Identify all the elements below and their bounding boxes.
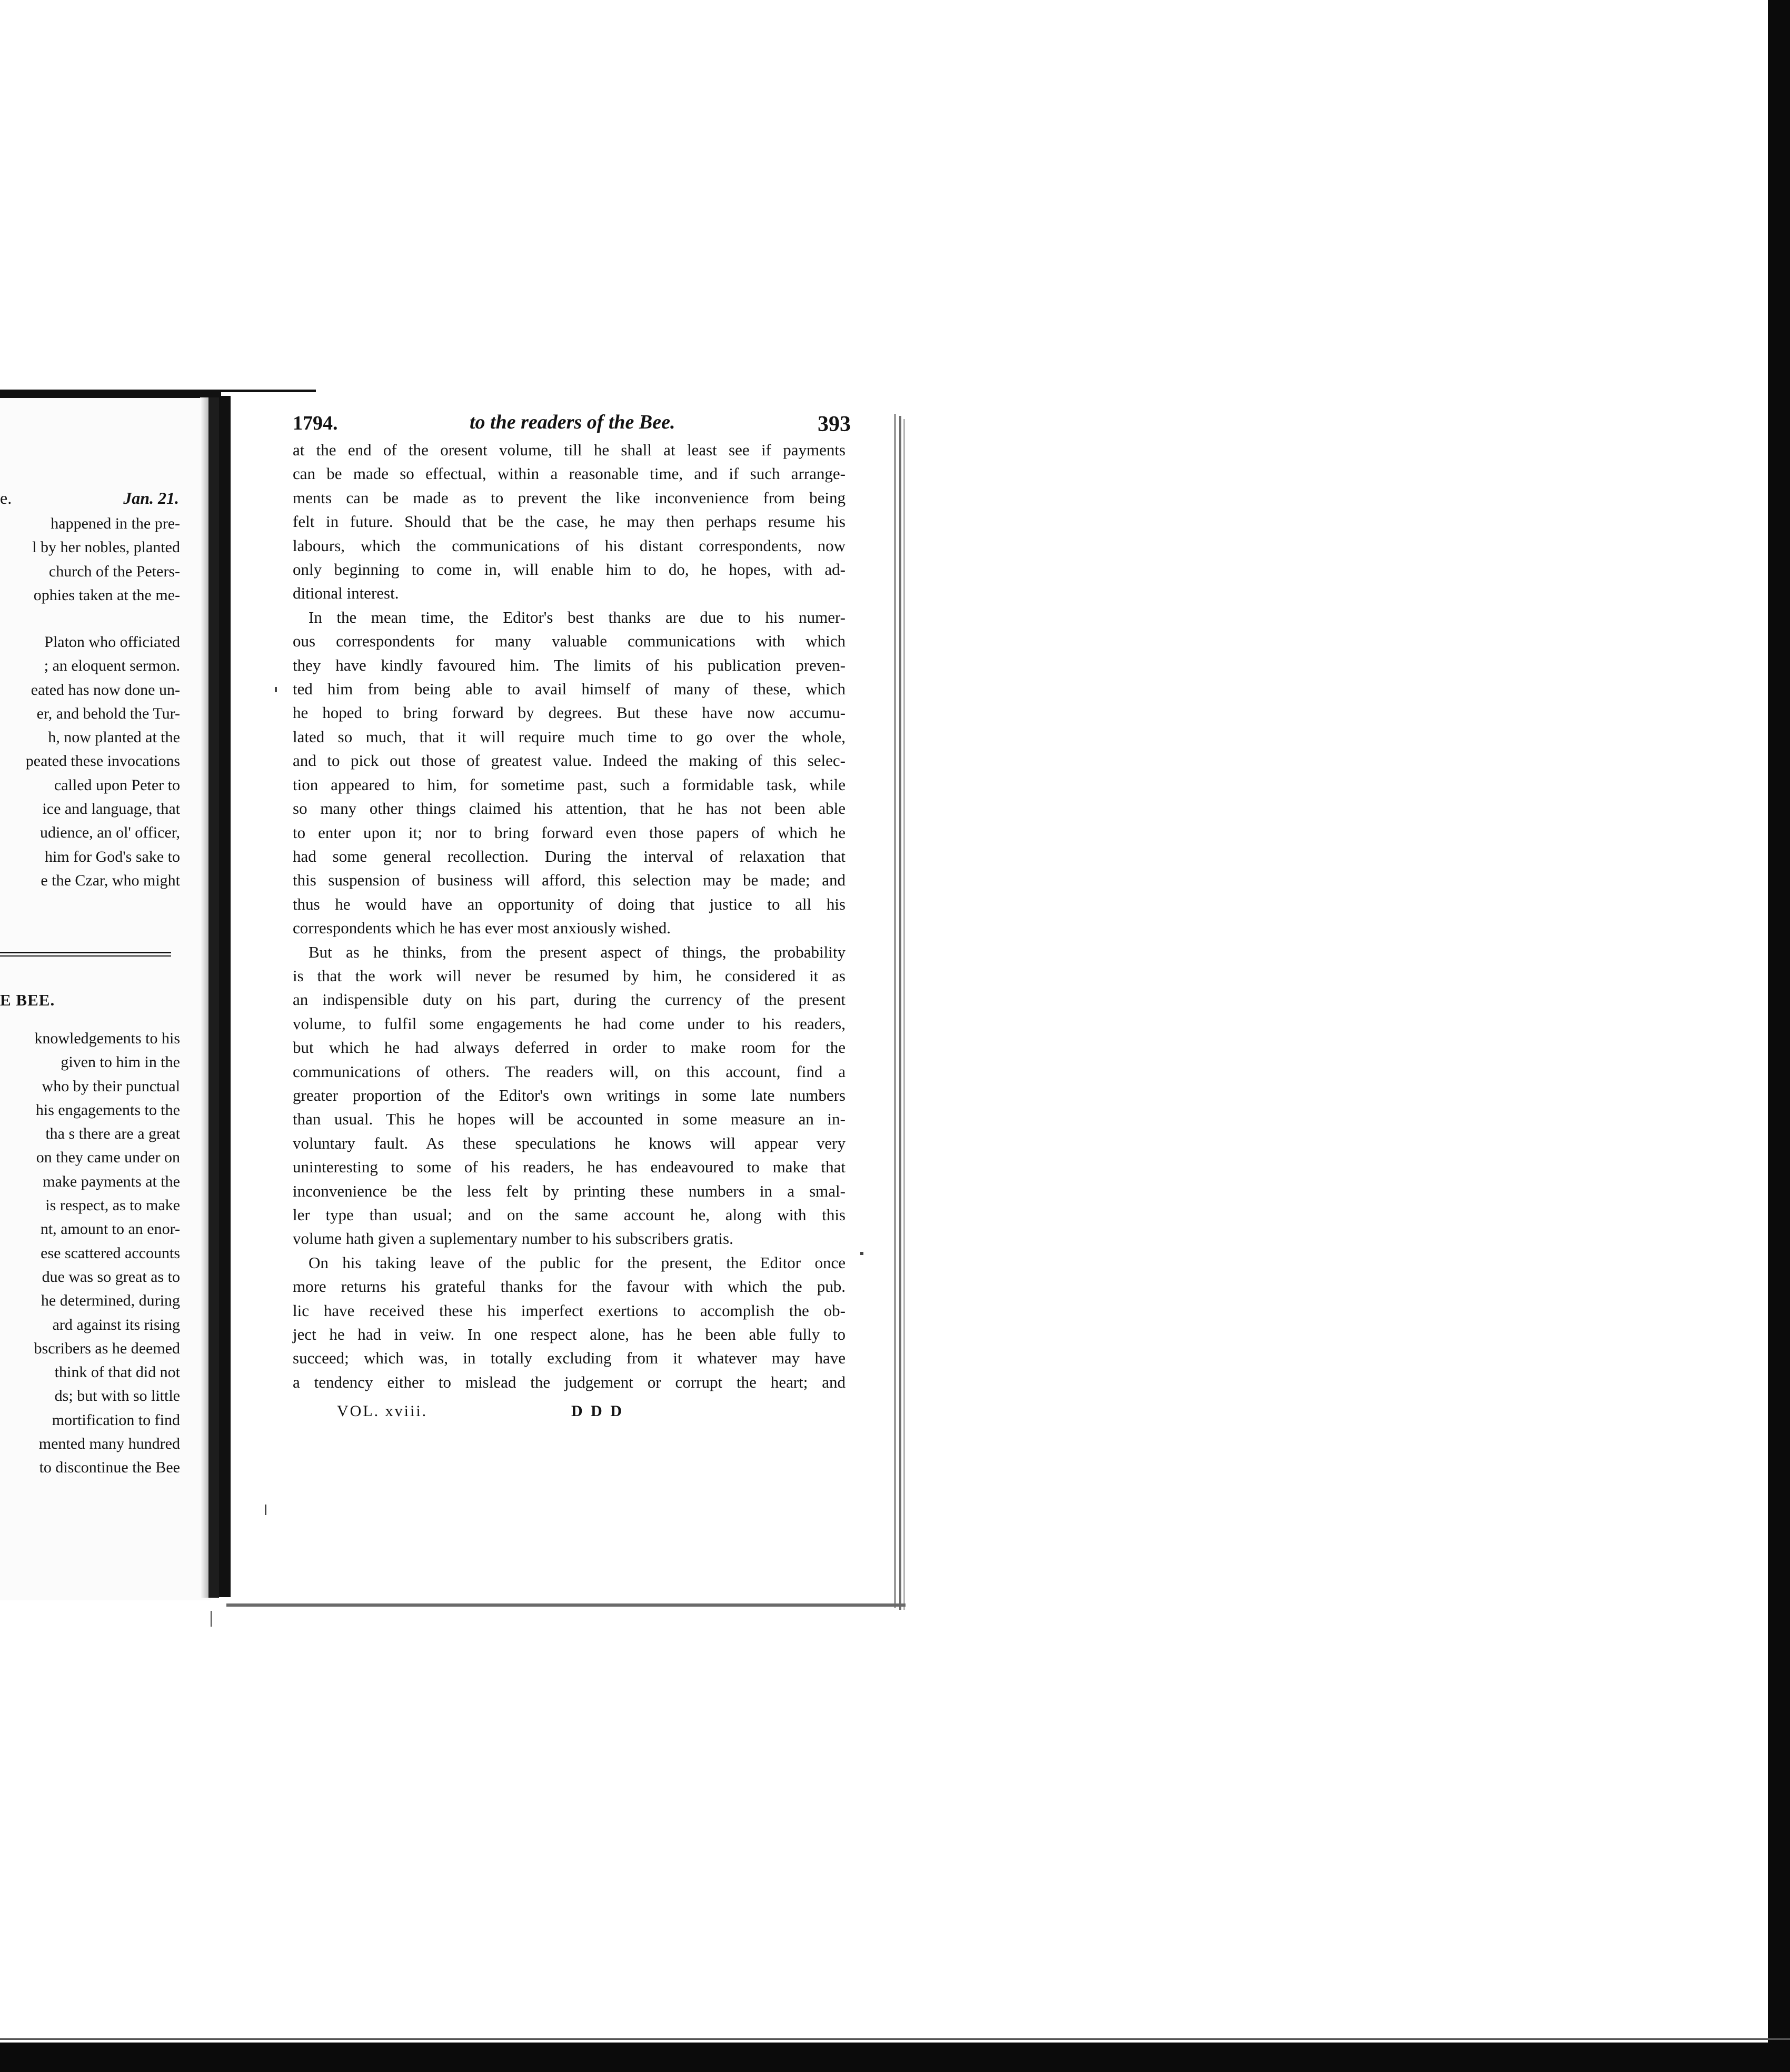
- body-line: they have kindly favoured him. The limits of his publication preven-: [293, 655, 846, 674]
- left-page-line: nt, amount to an enor-: [40, 1220, 180, 1238]
- body-line: more returns his grateful thanks for the favour with which the pub.: [293, 1277, 846, 1296]
- left-page-line: peated these invocations: [25, 752, 180, 770]
- left-page-line: is respect, as to make: [45, 1197, 180, 1214]
- left-page-line: called upon Peter to: [54, 776, 180, 794]
- body-line: is that the work will never be resumed by him, he considered it as: [293, 966, 846, 985]
- body-line: ted him from being able to avail himself of many of these, which: [293, 680, 846, 699]
- body-line: so many other things claimed his attention, that he has not been able: [293, 799, 846, 818]
- left-page-line: think of that did not: [54, 1363, 180, 1381]
- left-page-line: h, now planted at the: [48, 729, 180, 746]
- scan-speck: [211, 1611, 212, 1627]
- page-edge-line: [903, 419, 905, 1610]
- body-line: had some general recollection. During the interval of relaxation that: [293, 846, 846, 865]
- body-line: volume, to fulfil some engagements he had come under to his readers,: [293, 1014, 846, 1033]
- left-page-line: mented many hundred: [38, 1435, 180, 1453]
- body-line: uninteresting to some of his readers, he has endeavoured to make that: [293, 1158, 846, 1177]
- main-body-text: [293, 438, 846, 1394]
- body-line: at the end of the oresent volume, till he shall at least see if payments: [293, 441, 846, 459]
- body-line: ments can be made as to prevent the like inconvenience from being: [293, 488, 846, 507]
- left-page-line: his engagements to the: [35, 1101, 180, 1119]
- body-line: voluntary fault. As these speculations he knows will appear very: [293, 1133, 846, 1152]
- page-number: 393: [818, 412, 851, 436]
- left-page-line: who by their punctual: [42, 1077, 180, 1095]
- book-binding-gutter: [208, 397, 219, 1598]
- left-page-line: tha s there are a great: [45, 1125, 180, 1143]
- left-page-line: knowledgements to his: [34, 1030, 180, 1047]
- body-line: ous correspondents for many valuable communications with which: [293, 632, 846, 651]
- left-page-line: er, and behold the Tur-: [36, 704, 180, 722]
- left-page-section-rule: [0, 952, 171, 957]
- body-line: greater proportion of the Editor's own writings in some late numbers: [293, 1085, 846, 1104]
- body-line: this suspension of business will afford, this selection may be made; and: [293, 871, 846, 890]
- body-line: to enter upon it; nor to bring forward even those papers of which he: [293, 823, 846, 842]
- body-line: But as he thinks, from the present aspect of things, the probability: [309, 942, 846, 961]
- body-line: correspondents which he has ever most anxiously wished.: [293, 919, 671, 938]
- left-page-line: Platon who officiated: [44, 633, 180, 651]
- body-line: ditional interest.: [293, 584, 399, 603]
- body-line: an indispensible duty on his part, during the currency of the present: [293, 990, 846, 1009]
- left-page-line: ese scattered accounts: [41, 1244, 180, 1262]
- body-line: tion appeared to him, for sometime past, such a formidable task, while: [293, 775, 846, 794]
- body-line: labours, which the communications of his distant correspondents, now: [293, 536, 846, 555]
- left-page-line: eated has now done un-: [31, 681, 180, 699]
- body-line: and to pick out those of greatest value. Indeed the making of this selec-: [293, 751, 846, 770]
- left-page-line: on they came under on: [36, 1149, 180, 1167]
- running-head: [293, 411, 851, 442]
- left-page-line: l by her nobles, planted: [32, 539, 180, 556]
- left-page-line: e the Czar, who might: [41, 871, 180, 889]
- left-page-text-top: [0, 512, 180, 607]
- scan-frame-right-edge: [1768, 0, 1790, 2072]
- body-line: than usual. This he hopes will be accounted in some measure an in-: [293, 1110, 846, 1129]
- scan-frame-bottom-edge: [0, 2043, 1790, 2072]
- left-page-section-heading: E BEE.: [0, 991, 55, 1009]
- left-page-line: happened in the pre-: [51, 515, 180, 532]
- left-page-line: udience, an ol' officer,: [39, 824, 180, 842]
- body-line: a tendency either to mislead the judgement or corrupt the heart; and: [293, 1372, 846, 1391]
- signature-volume-mark: VOL. xviii.: [337, 1402, 428, 1420]
- left-page-line: ; an eloquent sermon.: [44, 657, 180, 675]
- body-line: ler type than usual; and on the same account he, along with this: [293, 1206, 846, 1224]
- left-page-line: church of the Peters-: [48, 562, 180, 580]
- left-page-line: him for God's sake to: [44, 848, 180, 865]
- body-line: In the mean time, the Editor's best thanks are due to his numer-: [309, 607, 846, 626]
- body-line: communications of others. The readers will, on this account, find a: [293, 1062, 846, 1081]
- body-line: can be made so effectual, within a reasonable time, and if such arrange-: [293, 464, 846, 483]
- left-page-line: ard against its rising: [52, 1316, 180, 1333]
- body-line: thus he would have an opportunity of doing that justice to all his: [293, 894, 846, 913]
- left-page-line: ds; but with so little: [54, 1387, 180, 1405]
- body-line: ject he had in veiw. In one respect alone, has he been able fully to: [293, 1325, 846, 1344]
- left-page-line: ophies taken at the me-: [33, 586, 180, 604]
- scan-speck: [265, 1505, 266, 1515]
- body-line: inconvenience be the less felt by printing these numbers in a smal-: [293, 1181, 846, 1200]
- left-page-line: he determined, during: [41, 1292, 180, 1310]
- body-line: volume hath given a suplementary number to his subscribers gratis.: [293, 1229, 733, 1248]
- page-bottom-edge: [226, 1603, 906, 1607]
- left-page-gutter-shadow: [200, 397, 208, 1598]
- left-running-head-fragment: e.: [0, 489, 12, 507]
- body-line: lic have received these his imperfect exertions to accomplish the ob-: [293, 1301, 846, 1320]
- left-page-running-head: [0, 489, 179, 510]
- left-page-line: mortification to find: [52, 1411, 180, 1429]
- main-page-left-edge: [219, 396, 231, 1597]
- body-line: only beginning to come in, will enable him to do, he hopes, with ad-: [293, 560, 846, 579]
- left-page-line: to discontinue the Bee: [39, 1459, 180, 1477]
- running-head-title: to the readers of the Bee.: [470, 411, 675, 433]
- body-line: felt in future. Should that be the case, he may then perhaps resume his: [293, 512, 846, 531]
- body-line: succeed; which was, in totally excluding from it whatever may have: [293, 1349, 846, 1368]
- left-page-line: make payments at the: [43, 1172, 180, 1190]
- scan-frame-bottom-line: [0, 2038, 1790, 2040]
- left-running-head-date: Jan. 21.: [123, 489, 179, 507]
- left-page-line: given to him in the: [61, 1053, 180, 1071]
- page-edge-line: [894, 414, 896, 1608]
- signature-gathering-mark: D D D: [571, 1402, 624, 1420]
- body-line: On his taking leave of the public for the present, the Editor once: [309, 1253, 846, 1272]
- body-line: he hoped to bring forward by degrees. But these have now accumu-: [293, 703, 846, 722]
- scan-speck: [275, 687, 277, 692]
- body-line: but which he had always deferred in order to make room for the: [293, 1038, 846, 1057]
- left-page-text-middle: [0, 630, 180, 892]
- left-page-line: due was so great as to: [42, 1268, 180, 1286]
- left-page-line: bscribers as he deemed: [34, 1339, 180, 1357]
- page-edge-line: [899, 416, 901, 1610]
- left-page-line: ice and language, that: [42, 800, 180, 818]
- running-head-year: 1794.: [293, 412, 338, 434]
- left-page-text-bottom: [0, 1027, 180, 1480]
- body-line: lated so much, that it will require much time to go over the whole,: [293, 727, 846, 746]
- scan-speck: [860, 1252, 863, 1255]
